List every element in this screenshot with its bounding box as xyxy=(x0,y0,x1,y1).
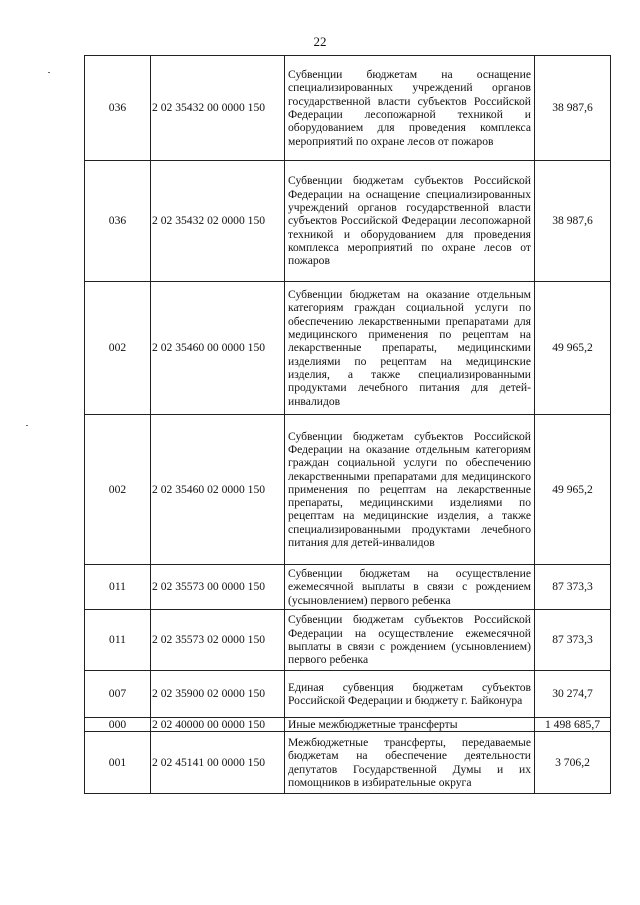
revenue-name-cell: Субвенции бюджетам на оснащение специализированных учреждений органов государственной власти субъектов Российской Федерации лесопожарной техникой и оборудованием для проведения комплекса мероприятий по охране лесов от пожаров xyxy=(285,56,535,161)
admin-code-cell: 002 xyxy=(85,282,151,415)
classification-code-cell: 2 02 35460 02 0000 150 xyxy=(151,415,285,565)
table-row xyxy=(85,282,611,415)
classification-code-cell: 2 02 35460 00 0000 150 xyxy=(151,282,285,415)
page-number: 22 xyxy=(313,34,327,49)
classification-code-cell: 2 02 40000 00 0000 150 xyxy=(151,718,285,732)
classification-code-cell: 2 02 35573 02 0000 150 xyxy=(151,610,285,671)
amount-cell: 1 498 685,7 xyxy=(535,718,611,732)
admin-code-cell: 036 xyxy=(85,161,151,282)
revenue-name-cell: Субвенции бюджетам субъектов Российской Федерации на оказание отдельным категориям граждан социальной услуги по обеспечению лекарственными препаратами для медицинского применения по рецептам на лекарственные препараты, медицинскими изделиями по рецептам на медицинские изделия, а также специализированными продуктами лечебного питания для детей-инвалидов xyxy=(285,415,535,565)
amount-cell: 3 706,2 xyxy=(535,732,611,794)
classification-code-cell: 2 02 35900 02 0000 150 xyxy=(151,671,285,718)
revenue-name-cell: Субвенции бюджетам субъектов Российской Федерации на оснащение специализированных учреждений органов государственной власти субъектов Российской Федерации лесопожарной техникой и оборудованием для проведения комплекса мероприятий по охране лесов от пожаров xyxy=(285,161,535,282)
admin-code-cell: 011 xyxy=(85,610,151,671)
admin-code-cell: 036 xyxy=(85,56,151,161)
revenue-name-cell: Межбюджетные трансферты, передаваемые бюджетам на обеспечение деятельности депутатов Государственной Думы и их помощников в избирательные округа xyxy=(285,732,535,794)
amount-cell: 87 373,3 xyxy=(535,565,611,610)
amount-cell: 30 274,7 xyxy=(535,671,611,718)
table-row xyxy=(85,56,611,161)
table-row xyxy=(85,718,611,732)
admin-code-cell: 007 xyxy=(85,671,151,718)
amount-cell: 49 965,2 xyxy=(535,282,611,415)
table-row xyxy=(85,161,611,282)
revenue-name-cell: Субвенции бюджетам на осуществление ежемесячной выплаты в связи с рождением (усыновлением) первого ребенка xyxy=(285,565,535,610)
table-row xyxy=(85,732,611,794)
revenue-name-cell: Субвенции бюджетам субъектов Российской Федерации на осуществление ежемесячной выплаты в связи с рождением (усыновлением) первого ребенка xyxy=(285,610,535,671)
amount-cell: 87 373,3 xyxy=(535,610,611,671)
classification-code-cell: 2 02 35432 02 0000 150 xyxy=(151,161,285,282)
amount-cell: 38 987,6 xyxy=(535,161,611,282)
scan-speck xyxy=(48,72,50,73)
admin-code-cell: 001 xyxy=(85,732,151,794)
budget-revenue-table xyxy=(84,55,611,794)
amount-cell: 49 965,2 xyxy=(535,415,611,565)
admin-code-cell: 002 xyxy=(85,415,151,565)
amount-cell: 38 987,6 xyxy=(535,56,611,161)
scan-speck xyxy=(26,425,28,426)
table-row xyxy=(85,671,611,718)
classification-code-cell: 2 02 35432 00 0000 150 xyxy=(151,56,285,161)
revenue-name-cell: Иные межбюджетные трансферты xyxy=(285,718,535,732)
table-row xyxy=(85,565,611,610)
revenue-name-cell: Единая субвенция бюджетам субъектов Российской Федерации и бюджету г. Байконура xyxy=(285,671,535,718)
table-row xyxy=(85,610,611,671)
table-row xyxy=(85,415,611,565)
classification-code-cell: 2 02 35573 00 0000 150 xyxy=(151,565,285,610)
revenue-name-cell: Субвенции бюджетам на оказание отдельным категориям граждан социальной услуги по обеспечению лекарственными препаратами для медицинского применения по рецептам на лекарственные препараты, медицинскими изделиями по рецептам на медицинские изделия, а также специализированными продуктами лечебного питания для детей-инвалидов xyxy=(285,282,535,415)
admin-code-cell: 011 xyxy=(85,565,151,610)
admin-code-cell: 000 xyxy=(85,718,151,732)
classification-code-cell: 2 02 45141 00 0000 150 xyxy=(151,732,285,794)
